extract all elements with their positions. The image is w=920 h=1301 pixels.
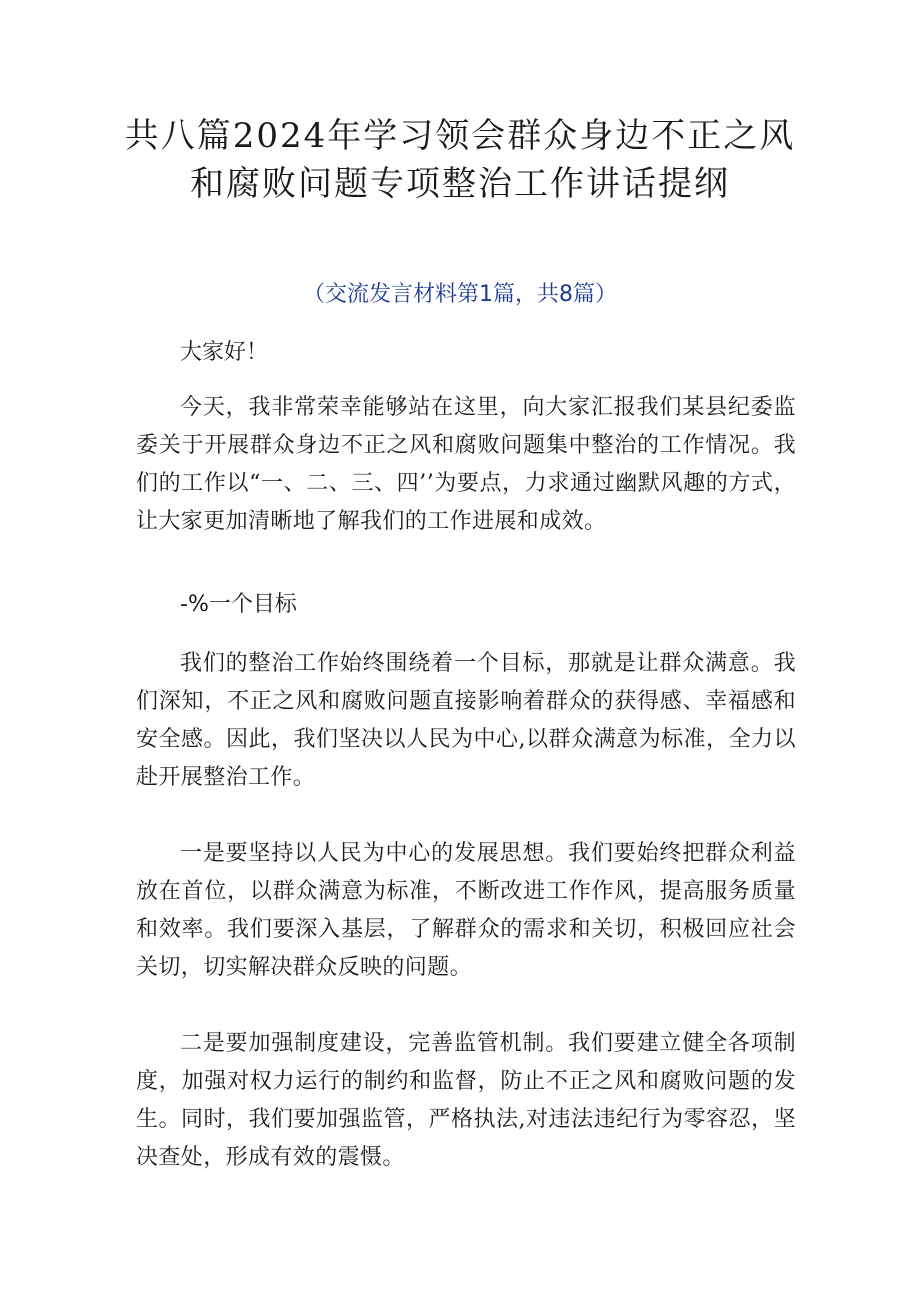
paragraph-4: 二是要加强制度建设，完善监管机制。我们要建立健全各项制度，加强对权力运行的制约和监督，防止不正之风和腐败问题的发生。同时，我们要加强监管，严格执法,对违法违纪行为零容忍，坚决查处，形成有效的震慑。 — [136, 1031, 796, 1170]
paragraph-intro — [136, 389, 796, 541]
paragraph-3: 一是要坚持以人民为中心的发展思想。我们要始终把群众利益放在首位，以群众满意为标准，不断改进工作作风，提高服务质量和效率。我们要深入基层，了解群众的需求和关切，积极回应社会关切，切实解决群众反映的问题。 — [136, 841, 796, 980]
section-heading-one-goal: -%一个目标 — [180, 592, 297, 617]
paragraph-point-one — [136, 835, 796, 987]
paragraph-1: 今天，我非常荣幸能够站在这里，向大家汇报我们某县纪委监委关于开展群众身边不正之风和腐败问题集中整治的工作情况。我们的工作以“一、二、三、四’’为要点，力求通过幽默风趣的方式，让大家更加清晰地了解我们的工作进展和成效。 — [136, 395, 796, 534]
paragraph-goal — [136, 645, 796, 797]
document-subtitle: （交流发言材料第1篇，共8篇） — [303, 282, 617, 307]
title-line-2: 和腐败问题专项整治工作讲话提纲 — [190, 164, 730, 204]
title-line-1: 共八篇2024年学习领会群众身边不正之风 — [124, 116, 796, 156]
document-title — [60, 112, 860, 208]
paragraph-point-two — [136, 1025, 796, 1177]
paragraph-2: 我们的整治工作始终围绕着一个目标，那就是让群众满意。我们深知，不正之风和腐败问题直接影响着群众的获得感、幸福感和安全感。因此，我们坚决以人民为中心,以群众满意为标准，全力以赴开展整治工作。 — [136, 651, 796, 790]
greeting: 大家好！ — [180, 340, 269, 365]
